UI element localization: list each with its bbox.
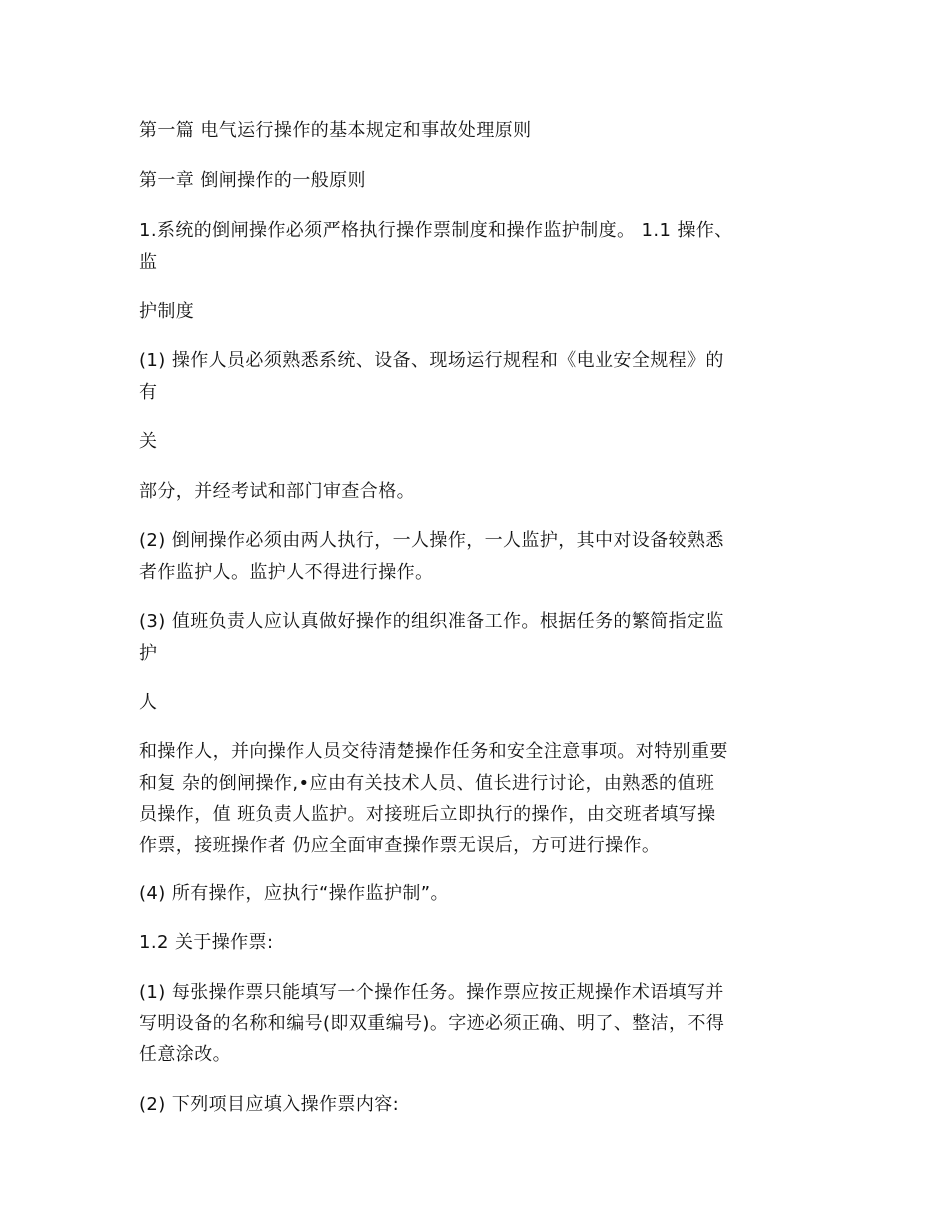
text-line: 写明设备的名称和编号(即双重编号)。字迹必须正确、明了、整洁，不得 — [139, 1013, 725, 1034]
text-line: 作票，接班操作者 仍应全面审查操作票无误后，方可进行操作。 — [139, 835, 661, 856]
text-line: (1) 每张操作票只能填写一个操作任务。操作票应按正规操作术语填写并 — [139, 982, 724, 1003]
text-line: 监 — [139, 252, 158, 273]
text-line: 员操作，值 班负责人监护。对接班后立即执行的操作，由交班者填写操 — [139, 804, 716, 825]
text-line: 有 — [139, 382, 158, 403]
section-heading: 1.2 关于操作票: — [139, 932, 274, 953]
text-line: 人 — [139, 692, 158, 713]
text-line: 和复 杂的倒闸操作,•应由有关技术人员、值长进行讨论，由熟悉的值班 — [139, 773, 715, 794]
text-line: (4) 所有操作，应执行“操作监护制”。 — [139, 883, 449, 904]
text-line: (3) 值班负责人应认真做好操作的组织准备工作。根据任务的繁简指定监 — [139, 611, 724, 632]
text-line: (2) 倒闸操作必须由两人执行，一人操作，一人监护，其中对设备较熟悉 — [139, 530, 724, 551]
text-line: 和操作人，并向操作人员交待清楚操作任务和安全注意事项。对特别重要 — [139, 741, 728, 762]
text-line: 任意涂改。 — [139, 1044, 231, 1065]
text-line: 者作监护人。监护人不得进行操作。 — [139, 562, 434, 583]
text-line: (2) 下列项目应填入操作票内容: — [139, 1094, 400, 1115]
text-line: 护 — [139, 643, 158, 664]
chapter-title: 第一章 倒闸操作的一般原则 — [139, 170, 366, 191]
text-line: 关 — [139, 431, 158, 452]
text-line: 1.系统的倒闸操作必须严格执行操作票制度和操作监护制度。 1.1 操作、 — [139, 220, 733, 241]
text-line: (1) 操作人员必须熟悉系统、设备、现场运行规程和《电业安全规程》的 — [139, 350, 724, 371]
text-line: 部分，并经考试和部门审查合格。 — [139, 481, 415, 502]
part-title: 第一篇 电气运行操作的基本规定和事故处理原则 — [139, 120, 532, 141]
section-heading: 护制度 — [139, 301, 195, 322]
